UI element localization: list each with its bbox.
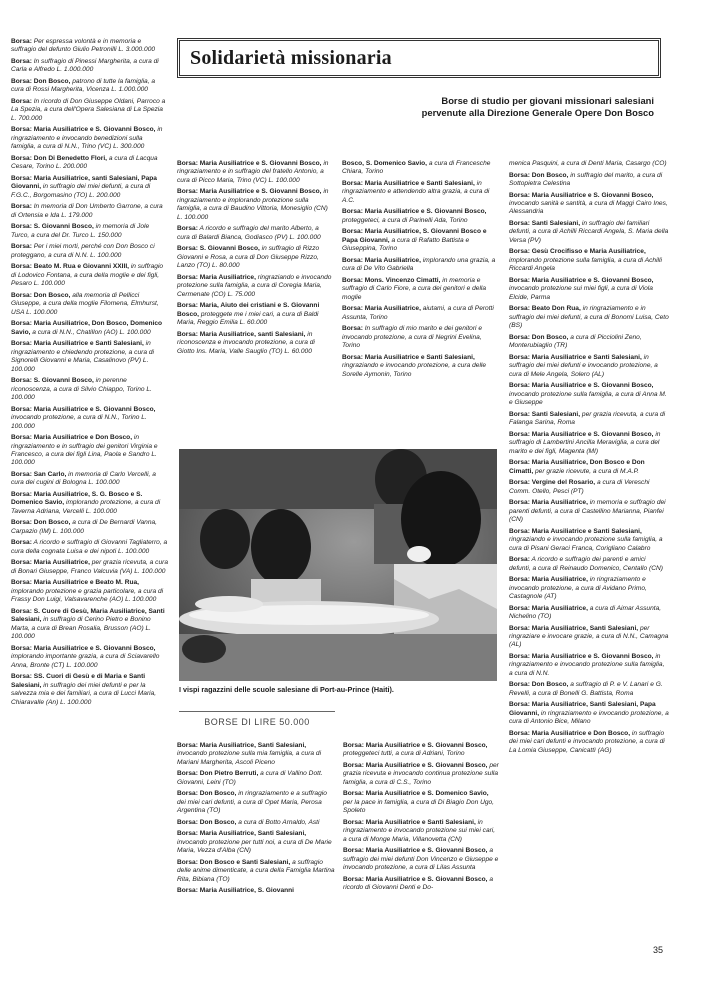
entry-text: in ringraziamento e a suffragio dei miei cari defunti, a cura di Opet Maria, Perosa Argentina (TO) xyxy=(177,790,327,815)
entry-text: A ricordo e suffragio di Giovanni Tagliaterro, a cura della cognata Luisa e dei nipoti L. 100.000 xyxy=(11,539,168,555)
donation-entry xyxy=(11,559,168,576)
donation-entry xyxy=(11,292,168,317)
donation-entry xyxy=(11,608,168,642)
entry-label: Borsa: xyxy=(509,556,530,564)
entry-text: patrono di tutte la famiglia, a cura di Rossi Margherita, Vicenza L. 1.000.000 xyxy=(11,78,156,94)
entry-label: Borsa: Maria Ausiliatrice, S. G. Bosco e S. Domenico Savio, xyxy=(11,490,143,507)
entry-label: Borsa: Don Bosco, xyxy=(509,681,569,689)
donation-entry xyxy=(509,681,669,698)
title-box xyxy=(177,38,661,78)
entry-label: Borsa: Maria Ausiliatrice e S. Giovanni Bosco, xyxy=(11,405,156,413)
page-title: Solidarietà missionaria xyxy=(190,47,392,69)
entry-text: per grazia ricevuta, a cura di Falanga Sarina, Roma xyxy=(509,410,666,427)
donation-entry xyxy=(11,645,168,670)
entry-label: Borsa: S. Cuore di Gesù, Maria Ausiliatrice, Santi Salesiani, xyxy=(11,607,165,624)
entry-label: Borsa: xyxy=(177,225,198,233)
donation-entry xyxy=(177,331,333,356)
photo-caption: I vispi ragazzini delle scuole salesiane di Port-au-Prince (Haiti). xyxy=(179,685,394,694)
entry-text: in ringraziamento e attendendo altra grazia, a cura di A.C. xyxy=(342,180,490,204)
entry-text: In memoria di Don Umberto Garrone, a cura di Ortensia e Ida L. 179.000 xyxy=(11,203,163,219)
entry-text: in suffragio dei miei defunti, a cura di F.G.C., Borgomasino (TO) L. 200.000 xyxy=(11,183,151,199)
entry-label: Borsa: Maria Ausiliatrice e S. Giovanni Bosco, xyxy=(509,382,654,390)
donation-entry xyxy=(342,305,498,322)
donation-entry xyxy=(509,653,669,678)
donation-entry xyxy=(509,730,669,755)
donation-entry xyxy=(11,579,168,604)
entry-text: a cura di Aimar Assunta, Nichelino (TO) xyxy=(509,604,662,620)
donation-entry xyxy=(177,859,335,884)
entry-label: Borsa: Maria Ausiliatrice, xyxy=(342,256,421,264)
entry-label: Borsa: Maria Ausiliatrice e Santi Salesiani, xyxy=(343,818,476,826)
entry-text: in ringraziamento e in suffragio dei miei defunti, a cura di Bonomi Luisa, Ceto (BS) xyxy=(509,305,669,330)
donation-entry xyxy=(177,790,335,815)
donation-entry xyxy=(11,539,168,556)
donation-entry xyxy=(509,334,669,351)
entry-text: per grazie ricevute, a cura di M.A.P. xyxy=(533,467,639,475)
entry-text: invocando sanità e santità, a cura di Maggi Cairo Ines, Alessandria xyxy=(509,200,668,216)
entry-text: in perenne riconoscenza, a cura di Silvio Chiappo, Torino L. 100.000 xyxy=(11,377,152,402)
entry-text: a cura di Rafatto Battista e Giuseppina, Torino xyxy=(342,236,470,253)
entry-label: Borsa: Maria Ausiliatrice e S. Giovanni Bosco, xyxy=(343,762,488,769)
entry-label: Borsa: Maria Ausiliatrice, xyxy=(509,576,588,584)
entry-label: Borsa: Maria Ausiliatrice e Don Bosco, xyxy=(11,434,133,442)
entry-label: Borsa: Maria Ausiliatrice e S. Giovanni Bosco, xyxy=(343,742,488,749)
entry-text: proteggeteci, a cura di Parinelli Ada, Torino xyxy=(342,216,468,224)
donation-entry xyxy=(509,479,669,496)
entry-label: Borsa: Maria Ausiliatrice, xyxy=(509,499,588,507)
entry-text: a ricordo di Giovanni Denti e Do- xyxy=(343,875,493,892)
donation-entry xyxy=(509,192,669,217)
entry-label: Borsa: Maria Ausiliatrice e S. Giovanni Bosco, xyxy=(177,160,322,167)
entry-label: Borsa: xyxy=(11,98,32,105)
donation-entry xyxy=(343,742,499,759)
donation-entry xyxy=(11,377,168,402)
photo-image xyxy=(179,449,497,681)
entry-label: Borsa: Don Bosco e Santi Salesiani, xyxy=(177,858,291,866)
donation-entry xyxy=(343,762,499,787)
column-2-top xyxy=(177,160,333,359)
entry-label: Borsa: Santi Salesiani, xyxy=(509,220,581,227)
entry-text: in suffragio di Rizzo Giovanni e Rosa, a cura di Don Giuseppe Rizzo, Lanzo (TO) L. 80.000 xyxy=(177,245,320,270)
entry-text: per la pace in famiglia, a cura di Di Biagio Don Ugo, Spoleto xyxy=(343,798,495,815)
entry-text: in memoria di Jole Turco, a cura del Dr. Turco L. 150.000 xyxy=(11,223,150,239)
donation-entry xyxy=(177,160,333,185)
subtitle xyxy=(300,95,654,119)
entry-label: Borsa: Maria Ausiliatrice, Santi Salesiani, xyxy=(177,742,307,749)
entry-text: a cura di Botto Arnaldo, Asti xyxy=(236,818,320,826)
entry-text: in suffragio di Lodovico Fontana, a cura della moglie e dei figli, Pesaro L. 100.000 xyxy=(11,263,164,288)
donation-entry xyxy=(509,354,669,379)
donation-entry xyxy=(11,320,168,337)
donation-entry xyxy=(177,245,333,270)
entry-label: Borsa: xyxy=(11,539,32,547)
entry-label: Borsa: Don Bosco, xyxy=(177,818,237,826)
donation-entry xyxy=(177,742,335,767)
entry-text: A ricordo e suffragio del marito Alberto, a cura di Balardi Bianca, Godiasco (PV) L. 100.000 xyxy=(177,225,321,241)
entry-text: A ricordo e suffragio dei parenti e amici defunti, a cura di Reinaudo Domenico, Centallo (CN) xyxy=(509,556,663,572)
entry-label: Borsa: Don Pietro Berruti, xyxy=(177,770,259,778)
entry-label: Borsa: Maria Ausiliatrice, xyxy=(177,273,256,281)
entry-label: Borsa: Beato M. Rua e Giovanni XXIII, xyxy=(11,263,129,271)
entry-label: Borsa: Gesù Crocifisso e Maria Ausiliatrice, xyxy=(509,248,646,256)
donation-entry xyxy=(342,208,498,225)
entry-label: Borsa: Maria Ausiliatrice, xyxy=(11,559,90,567)
entry-label: Borsa: Don Bosco, xyxy=(177,790,237,798)
entry-label: Borsa: Maria, Aiuto dei cristiani e S. Giovanni Bosco, xyxy=(177,302,320,318)
entry-label: Borsa: S. Giovanni Bosco, xyxy=(11,377,94,385)
entry-label: Borsa: S. Giovanni Bosco, xyxy=(11,223,94,231)
entry-label: Borsa: Maria Ausiliatrice e S. Giovanni Bosco, xyxy=(509,652,654,660)
entry-text: proteggete me i miei cari, a cura di Baldi Maria, Reggio Emilia L. 60.000 xyxy=(177,310,319,327)
donation-entry xyxy=(342,180,498,205)
entry-label: Borsa: Maria Ausiliatrice, xyxy=(509,604,588,612)
entry-text: in riconoscenza e invocando protezione, a cura di Giotto Ins. Maria, Valle Sauglio (TO) L. 60.000 xyxy=(177,330,315,355)
donation-entry xyxy=(342,325,498,350)
entry-text: per grazia ricevuta e invocando continua protezione sulla famiglia, a cura di C.S., Torino xyxy=(343,762,499,786)
entry-text: Per espressa volontà e in memoria e suffragio del defunto Giulio Petronilli L. 3.000.000 xyxy=(11,38,156,54)
entry-label: Borsa: Maria Ausiliatrice, Santi Salesiani, xyxy=(509,624,639,632)
entry-label: Borsa: Maria Ausiliatrice e S. Giovanni Bosco, xyxy=(177,188,322,196)
entry-text: menica Pasquini, a cura di Denti Maria, Casargo (CO) xyxy=(509,160,667,167)
donation-entry xyxy=(509,576,669,601)
donation-entry xyxy=(11,203,168,220)
entry-text: alla memoria di Pellicci Giuseppe, a cura della moglie Filomena, Elmhurst, USA L. 100.000 xyxy=(11,291,159,316)
entry-text: in memoria e suffragio dei parenti defunti, a cura di Castellino Marianna, Pianfei (CN) xyxy=(509,499,666,524)
entry-label: Borsa: Santi Salesiani, xyxy=(509,410,581,418)
entry-label: Borsa: Vergine del Rosario, xyxy=(509,479,596,487)
donation-entry xyxy=(509,499,669,524)
donation-entry xyxy=(509,556,669,573)
entry-text: in suffragio del marito, a cura di Sottopietra Celestina xyxy=(509,171,663,187)
entry-text: ringraziando e invocando protezione sulla famiglia, a cura di Pisani Geraci Franca, Corigliano Calabro xyxy=(509,536,663,552)
donation-entry xyxy=(11,243,168,260)
entry-label: Borsa: Don Bosco, xyxy=(11,291,71,299)
donation-entry xyxy=(342,160,498,177)
donation-entry xyxy=(343,790,499,815)
donation-entry xyxy=(177,225,333,242)
donation-entry xyxy=(342,354,498,379)
entry-label: Borsa: Maria Ausiliatrice e S. Giovanni Bosco, xyxy=(509,191,654,199)
entry-text: ringraziando e invocando protezione sulla famiglia, a cura di Coregia Maria, Cermenate (CO) L. 75.000 xyxy=(177,273,332,298)
entry-text: a cura di Vereschi Comm. Otello, Pesci (PT) xyxy=(509,479,650,495)
entry-label: Borsa: xyxy=(11,38,32,45)
entry-label: Borsa: Maria Ausiliatrice, xyxy=(342,305,421,313)
entry-label: Borsa: xyxy=(11,243,32,251)
entry-text: a cura di Francesche Chiara, Torino xyxy=(342,160,491,176)
donation-entry xyxy=(11,175,168,200)
entry-label: Borsa: Maria Ausiliatrice e Santi Salesiani, xyxy=(509,353,642,361)
entry-text: in ringraziamento e implorando protezione sulla famiglia, a cura di Baudino Vittoria, Monesiglio (CN) L. 100.000 xyxy=(177,188,329,221)
entry-text: In suffragio di mio marito e dei genitori e invocando protezione, a cura di Negrini Evelina, Torino xyxy=(342,325,483,350)
entry-label: Borsa: Maria Ausiliatrice e S. Giovanni Bosco, xyxy=(343,847,488,855)
donation-entry xyxy=(11,519,168,536)
entry-text: implorando protezione, a cura di Taverna Adriana, Vercelli L. 100.000 xyxy=(11,499,161,515)
donation-entry xyxy=(343,876,499,893)
entry-label: Borsa: xyxy=(342,325,363,333)
donation-entry xyxy=(177,819,335,827)
donation-entry xyxy=(509,605,669,622)
donation-entry xyxy=(11,340,168,374)
donation-entry xyxy=(177,830,335,855)
entry-label: Borsa: Maria Ausiliatrice, santi Salesiani, xyxy=(177,330,306,338)
donation-entry xyxy=(177,770,335,787)
entry-text: implorando protezione sulla famiglia, a cura di Achilli Riccardi Angela xyxy=(509,256,662,273)
donation-entry xyxy=(11,673,168,707)
donation-entry xyxy=(343,847,499,872)
entry-text: per ringraziare e invocare grazie, a cura di N.N., Camagna (AL) xyxy=(509,624,669,649)
entry-text: a suffragio dei miei defunti Don Vincenzo e Giuseppe e invocando protezione, a cura di Lilas Assunta xyxy=(343,847,499,872)
entry-text: in ringraziamento e invocando protezione, a cura di Avidano Primo, Castagnole (AT) xyxy=(509,576,647,600)
entry-label: Borsa: Maria Ausiliatrice e Santi Salesiani, xyxy=(342,180,475,187)
entry-text: In ricordo di Don Giuseppe Oldani, Parroco a La Spezia, a cura dell'Opera Salesiana di La Spezia L. 700.000 xyxy=(11,98,166,122)
entry-label: Bosco, S. Domenico Savio, xyxy=(342,160,428,167)
donation-entry xyxy=(509,625,669,650)
donation-entry xyxy=(11,434,168,468)
donation-entry xyxy=(11,126,168,151)
entry-text: in ringraziamento e invocando protezione sulla famiglia, a cura di N.N. xyxy=(509,652,665,677)
donation-entry xyxy=(343,819,499,844)
entry-label: Borsa: San Carlo, xyxy=(11,470,67,478)
donation-entry xyxy=(342,257,498,274)
entry-text: invocando protezione sulla mia famiglia, a cura di Mariani Margherita, Ascoli Piceno xyxy=(177,750,322,766)
entry-text: invocando protezione, a cura di N.N., Torino L. 100.000 xyxy=(11,414,147,430)
donation-entry xyxy=(509,305,669,330)
entry-label: Borsa: xyxy=(11,58,32,65)
donation-entry xyxy=(177,274,333,299)
entry-label: Borsa: Maria Ausiliatrice e S. Giovanni Bosco, xyxy=(11,644,156,652)
entry-label: Borsa: Maria Ausiliatrice, Don Bosco, Domenico Savio, xyxy=(11,320,163,336)
entry-text: implorando importante grazia, a cura di Sciavarello Anna, Bronte (CT) L. 100.000 xyxy=(11,653,160,669)
entry-text: a cura di N.N., Chatillon (AO) L. 100.000 xyxy=(30,328,151,336)
donation-entry xyxy=(177,302,333,327)
entry-label: Borsa: Don Bosco, xyxy=(509,333,569,341)
subtitle-line-2: pervenute alla Direzione Generale Opere Don Bosco xyxy=(421,107,654,118)
column-3-bottom xyxy=(343,742,499,896)
donation-entry xyxy=(509,411,669,428)
entry-text: In suffragio di Pinessi Margherita, a cura di Carla e Alfredo L. 1.000.000 xyxy=(11,58,159,74)
donation-entry xyxy=(11,491,168,516)
donation-entry xyxy=(11,98,168,123)
entry-text: in suffragio dei miei defunti e per la salvezza mia e dei familiari, a cura di Lucci Maria, Chiaravalle (An) L. 100.000 xyxy=(11,681,157,706)
entry-text: Per i miei morti, perché con Don Bosco ci proteggano, a cura di N.N. L. 100.000 xyxy=(11,243,155,259)
donation-entry xyxy=(342,228,498,253)
entry-label: Borsa: Don Bosco, xyxy=(509,171,569,179)
entry-text: invocando protezione per tutti noi, a cura di De Marie Maria, Vezza d'Alba (CN) xyxy=(177,838,332,855)
column-4 xyxy=(509,160,669,758)
donation-entry xyxy=(11,78,168,95)
entry-label: Borsa: Maria Ausiliatrice, Santi Salesiani, xyxy=(177,830,307,838)
entry-label: Borsa: Maria Ausiliatrice e S. Giovanni Bosco, xyxy=(342,208,487,216)
entry-label: Borsa: Maria Ausiliatrice e Santi Salesiani, xyxy=(11,340,144,348)
section-heading: BORSE DI LIRE 50.000 xyxy=(179,711,335,727)
entry-text: in ringraziamento e invocando protezione sui miei cari, a cura di Monge Maria, Villanovetta (CN) xyxy=(343,818,496,843)
page-number: 35 xyxy=(653,945,664,955)
entry-label: Borsa: Maria Ausiliatrice e Santi Salesiani, xyxy=(509,527,642,535)
column-1 xyxy=(11,38,168,710)
entry-text: a suffragio delle anime dimenticate, a cura della Famiglia Martina Rita, Bibiana (TO) xyxy=(177,858,335,883)
entry-text: in ringraziamento e chiedendo protezione, a cura di Signorelli Giovanni e Maria, Casalinovo (PV) L. 100.000 xyxy=(11,340,154,373)
entry-label: Borsa: Maria Ausiliatrice e Santi Salesiani, xyxy=(342,353,475,361)
entry-text: in memoria e suffragio di Carlo Fiore, a cura dei genitori e della moglie xyxy=(342,276,487,301)
entry-text: in ringraziamento e in suffragio del fratello Antonio, a cura di Picco Maria, Trino (VC) L. 100.000 xyxy=(177,160,329,184)
entry-label: Borsa: Don Di Benedetto Flori, xyxy=(11,154,107,162)
entry-text: invocando protezione sulla famiglia, a cura di Anna M. e Giuseppe xyxy=(509,390,667,407)
entry-text: a cura di Vallino Dott. Giovanni, Leini (TO) xyxy=(177,770,323,786)
entry-text: a suffragio di P. e V. Lanari e G. Revelli, a cura di Bonelli G. Battista, Roma xyxy=(509,681,663,697)
donation-entry xyxy=(509,277,669,302)
donation-entry xyxy=(509,431,669,456)
entry-text: ringraziando e invocando protezione, a cura delle Sorelle Aymonin, Torino xyxy=(342,362,487,378)
donation-entry xyxy=(11,223,168,240)
donation-entry xyxy=(177,188,333,222)
entry-label: Borsa: Maria Ausiliatrice e S. Giovanni Bosco, xyxy=(343,875,488,883)
subtitle-line-1: Borse di studio per giovani missionari salesiani xyxy=(441,95,654,106)
entry-label: Borsa: Maria Ausiliatrice, S. Giovanni Bosco e Papa Giovanni, xyxy=(342,228,487,244)
entry-text: a cura di De Bernardi Vanna, Carpazio (IM) L. 100.000 xyxy=(11,519,157,535)
donation-entry xyxy=(509,172,669,189)
donation-entry xyxy=(509,459,669,476)
entry-text: in ringraziamento e in suffragio dei genitori Virginia e Francesco, a cura dei figli Lina, Paola e Sandro L. 100.000 xyxy=(11,434,158,467)
entry-text: in ringraziamento e invocando benedizioni sulla famiglia, a cura di N.N., Trino (VC) L. 300.000 xyxy=(11,126,163,151)
donation-entry xyxy=(177,887,335,895)
entry-label: Borsa: Maria Ausiliatrice, Santi Salesiani, Papa Giovanni, xyxy=(509,701,656,717)
donation-entry xyxy=(342,277,498,302)
entry-text: implorando protezione e grazia particolare, a cura di Frassy Don Luigi, Valsavarenche (AO) L. 100.000 xyxy=(11,587,164,604)
donation-entry xyxy=(11,263,168,288)
entry-text: in suffragio dei familiari defunti, a cura di Achilli Riccardi Angela, S. Maria della Versa (PV) xyxy=(509,220,669,244)
entry-label: Borsa: Maria Ausiliatrice, santi Salesiani, Papa Giovanni, xyxy=(11,174,157,191)
donation-entry xyxy=(11,58,168,75)
entry-text: in suffragio di Cerino Pietro e Bonino Marta, a cura di Brean Rosalia, Brusson (AO) L. 100.000 xyxy=(11,616,151,641)
entry-label: Borsa: Don Bosco, xyxy=(11,519,71,527)
column-2-bottom xyxy=(177,742,335,899)
entry-text: in memoria di Carlo Vercelli, a cura dei cugini di Bologna L. 100.000 xyxy=(11,470,156,487)
donation-entry xyxy=(11,471,168,488)
entry-text: in suffragio dei miei defunti e invocando protezione, a cura di Mele Angela, Solero (AL) xyxy=(509,353,658,378)
entry-label: Borsa: Maria Ausiliatrice e Beato M. Rua, xyxy=(11,579,140,587)
entry-label: Borsa: Maria Ausiliatrice e S. Domenico Savio, xyxy=(343,790,489,798)
donation-entry xyxy=(509,160,669,168)
column-3-top xyxy=(342,160,498,382)
entry-label: Borsa: Maria Ausiliatrice e S. Giovanni Bosco, xyxy=(509,276,654,284)
entry-label: Borsa: Mons. Vincenzo Cimatti, xyxy=(342,276,441,284)
donation-entry xyxy=(509,220,669,245)
donation-entry xyxy=(11,155,168,172)
entry-label: Borsa: Don Bosco, xyxy=(11,78,71,85)
entry-text: a cura di Picciolini Zeno, Monterubiaglio (TR) xyxy=(509,333,642,350)
entry-label: Borsa: xyxy=(11,203,32,211)
entry-label: Borsa: Maria Ausiliatrice, Don Bosco e Don Cimatti, xyxy=(509,459,645,475)
entry-text: in suffragio di Lambertini Ancilla Meraviglia, a cura del marito e dei figli, Magenta (MI) xyxy=(509,430,661,455)
entry-text: invocando protezione sui miei figli, a cura di Viola Elcide, Parma xyxy=(509,285,653,301)
donation-entry xyxy=(509,528,669,553)
entry-label: Borsa: SS. Cuori di Gesù e di Maria e Santi Salesiani, xyxy=(11,673,146,689)
entry-label: Borsa: S. Giovanni Bosco, xyxy=(177,245,260,253)
entry-text: a cura di Lacqua Cesare, Torino L. 200.000 xyxy=(11,154,158,171)
entry-text: per grazia ricevuta, a cura di Bonari Giuseppe, Franco Valcuvia (VA) L. 100.000 xyxy=(11,559,168,575)
donation-entry xyxy=(509,248,669,273)
entry-text: in suffragio dei miei cari defunti e invocando protezione, a cura di La Lomia Giuseppe, Canicattì (AG) xyxy=(509,729,665,754)
entry-text: implorando una grazia, a cura di De Vito Gabriella xyxy=(342,256,496,273)
entry-label: Borsa: Maria Ausiliatrice, S. Giovanni xyxy=(177,887,295,895)
entry-label: Borsa: Maria Ausiliatrice e S. Giovanni Bosco, xyxy=(11,126,156,134)
entry-label: Borsa: Maria Ausiliatrice e Don Bosco, xyxy=(509,729,631,737)
entry-label: Borsa: Beato Don Rua, xyxy=(509,305,581,313)
donation-entry xyxy=(11,406,168,431)
entry-text: in ringraziamento e invocando protezione, a cura di Antonio Bice, Milano xyxy=(509,709,669,726)
entry-text: aiutami, a cura di Perotti Assunta, Torino xyxy=(342,305,494,321)
donation-entry xyxy=(509,701,669,726)
entry-label: Borsa: Maria Ausiliatrice e S. Giovanni Bosco, xyxy=(509,430,654,438)
donation-entry xyxy=(11,38,168,55)
entry-text: proteggeteci tutti, a cura di Adriani, Torino xyxy=(343,750,465,758)
donation-entry xyxy=(509,382,669,407)
photo-children-eating xyxy=(179,449,497,681)
